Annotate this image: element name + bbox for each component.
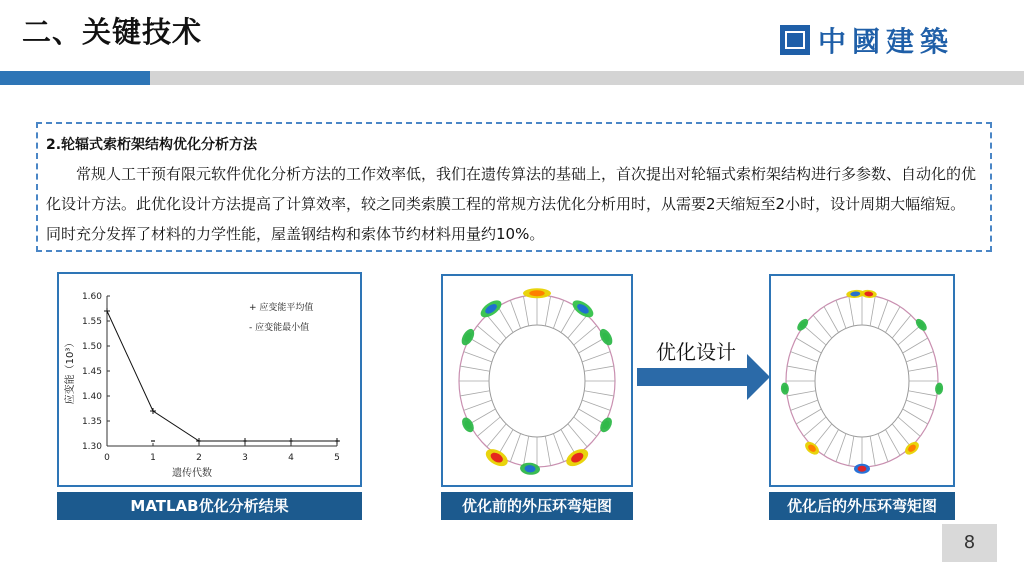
radial-cable [545,296,550,326]
y-tick-label: 1.40 [81,392,102,402]
cscec-logo-icon [780,25,810,55]
moment-contour-core [858,466,867,472]
radial-cable [903,338,928,353]
radial-cable [464,352,492,362]
after-caption: 优化后的外压环弯矩图 [769,492,955,520]
radial-cable [849,436,854,466]
method-description-box [36,122,992,252]
moment-contour [523,288,551,298]
radial-cable [553,434,563,462]
radial-cable [561,307,576,333]
x-tick-label: 3 [242,453,248,463]
radial-cable [477,326,500,345]
radial-cable [579,338,605,353]
y-tick-label: 1.45 [81,367,102,377]
after-ring-panel [769,274,955,487]
matlab-chart-panel [57,272,362,487]
y-tick-label: 1.50 [81,342,102,352]
radial-cable [553,300,563,328]
radial-cable [903,409,928,424]
radial-cable [870,436,875,466]
radial-cable [813,424,832,447]
radial-cable [523,296,528,326]
radial-cable [849,296,854,326]
logo-text: 中國建築 [818,25,955,58]
after-moment-ring-diagram [771,276,953,485]
section-paragraph: 常规人工干预有限元软件优化分析方法的工作效率低，我们在遗传算法的基础上，首次提出对轮辐式索桁架结构进行多参数、自动化的优化设计方法。此优化设计方法提高了计算效率，较之同类索膜工程的常规方法优化分析用时，从需要2天缩短至2小时，设计周期大幅缩短。同时充分发挥了材料的力学性能，屋盖钢结构和索体节约材料用量约10%。 [46,165,977,243]
page-title: 二、关键技术 [22,15,203,49]
x-tick-label: 2 [196,453,202,463]
matlab-line-chart [59,274,360,485]
radial-cable [510,300,520,328]
inner-tension-ring [489,325,585,437]
radial-cable [908,391,937,396]
radial-cable [568,315,587,338]
y-axis-label: 应变能（10³） [65,337,76,405]
legend-entry: - 应变能最小值 [249,323,310,333]
radial-cable [824,429,839,455]
y-tick-label: 1.55 [81,317,102,327]
before-ring-panel [441,274,633,487]
radial-cable [568,424,587,447]
radial-cable [469,409,495,424]
moment-contour [803,439,822,457]
company-logo [780,22,954,58]
header-divider [0,71,1024,85]
radial-cable [460,366,490,371]
radial-cable [886,429,901,455]
moment-contour [483,446,511,470]
radial-cable [787,391,816,396]
header-accent-bar [0,71,150,85]
radial-cable [584,391,614,396]
y-tick-label: 1.35 [81,417,102,427]
moment-contour [860,289,877,298]
radial-cable [469,338,495,353]
radial-cable [878,300,888,328]
before-caption: 优化前的外压环弯矩图 [441,492,633,520]
radial-cable [487,315,506,338]
average-point [150,408,156,414]
radial-cable [464,400,492,410]
radial-cable [804,326,826,345]
radial-cable [791,400,818,410]
radial-cable [791,352,818,362]
x-tick-label: 0 [104,453,110,463]
y-tick-label: 1.30 [81,442,102,452]
moment-contour [935,382,944,395]
section-heading: 2.轮辐式索桁架结构优化分析方法 [46,137,258,153]
moment-contour [795,317,810,333]
radial-cable [836,300,846,328]
radial-cable [878,434,888,462]
radial-cable [836,434,846,462]
moment-contour [478,297,505,321]
radial-cable [574,417,597,436]
moment-contour [854,464,870,474]
before-moment-ring-diagram [443,276,631,485]
radial-cable [906,352,933,362]
radial-cable [582,400,610,410]
radial-cable [892,315,911,338]
moment-contour [780,382,789,395]
x-tick-label: 5 [334,453,340,463]
radial-cable [813,315,832,338]
radial-cable [460,391,490,396]
moment-contour [570,297,597,321]
moment-contour [563,446,591,470]
radial-cable [908,366,937,371]
radial-cable [487,424,506,447]
radial-cable [574,326,597,345]
radial-cable [796,338,821,353]
radial-cable [582,352,610,362]
inner-tension-ring [815,325,909,437]
right-arrow-icon [637,352,771,402]
matlab-caption: MATLAB优化分析结果 [57,492,362,520]
radial-cable [906,400,933,410]
radial-cable [523,436,528,466]
average-point [104,308,110,314]
x-tick-label: 4 [288,453,294,463]
y-tick-label: 1.60 [81,292,102,302]
radial-cable [510,434,520,462]
page-number: 8 [942,524,997,562]
radial-cable [886,307,901,333]
moment-contour-core [529,290,544,296]
x-axis-label: 遗传代数 [172,468,212,479]
radial-cable [579,409,605,424]
moment-contour [903,439,922,457]
moment-contour [914,317,929,333]
radial-cable [477,417,500,436]
radial-cable [892,424,911,447]
radial-cable [824,307,839,333]
radial-cable [898,417,920,436]
radial-cable [584,366,614,371]
radial-cable [870,296,875,326]
radial-cable [787,366,816,371]
x-tick-label: 1 [150,453,156,463]
legend-entry: + 应变能平均值 [249,303,314,313]
radial-cable [498,307,513,333]
radial-cable [804,417,826,436]
arrow-label: 优化设计 [656,340,736,364]
radial-cable [796,409,821,424]
radial-cable [545,436,550,466]
radial-cable [898,326,920,345]
